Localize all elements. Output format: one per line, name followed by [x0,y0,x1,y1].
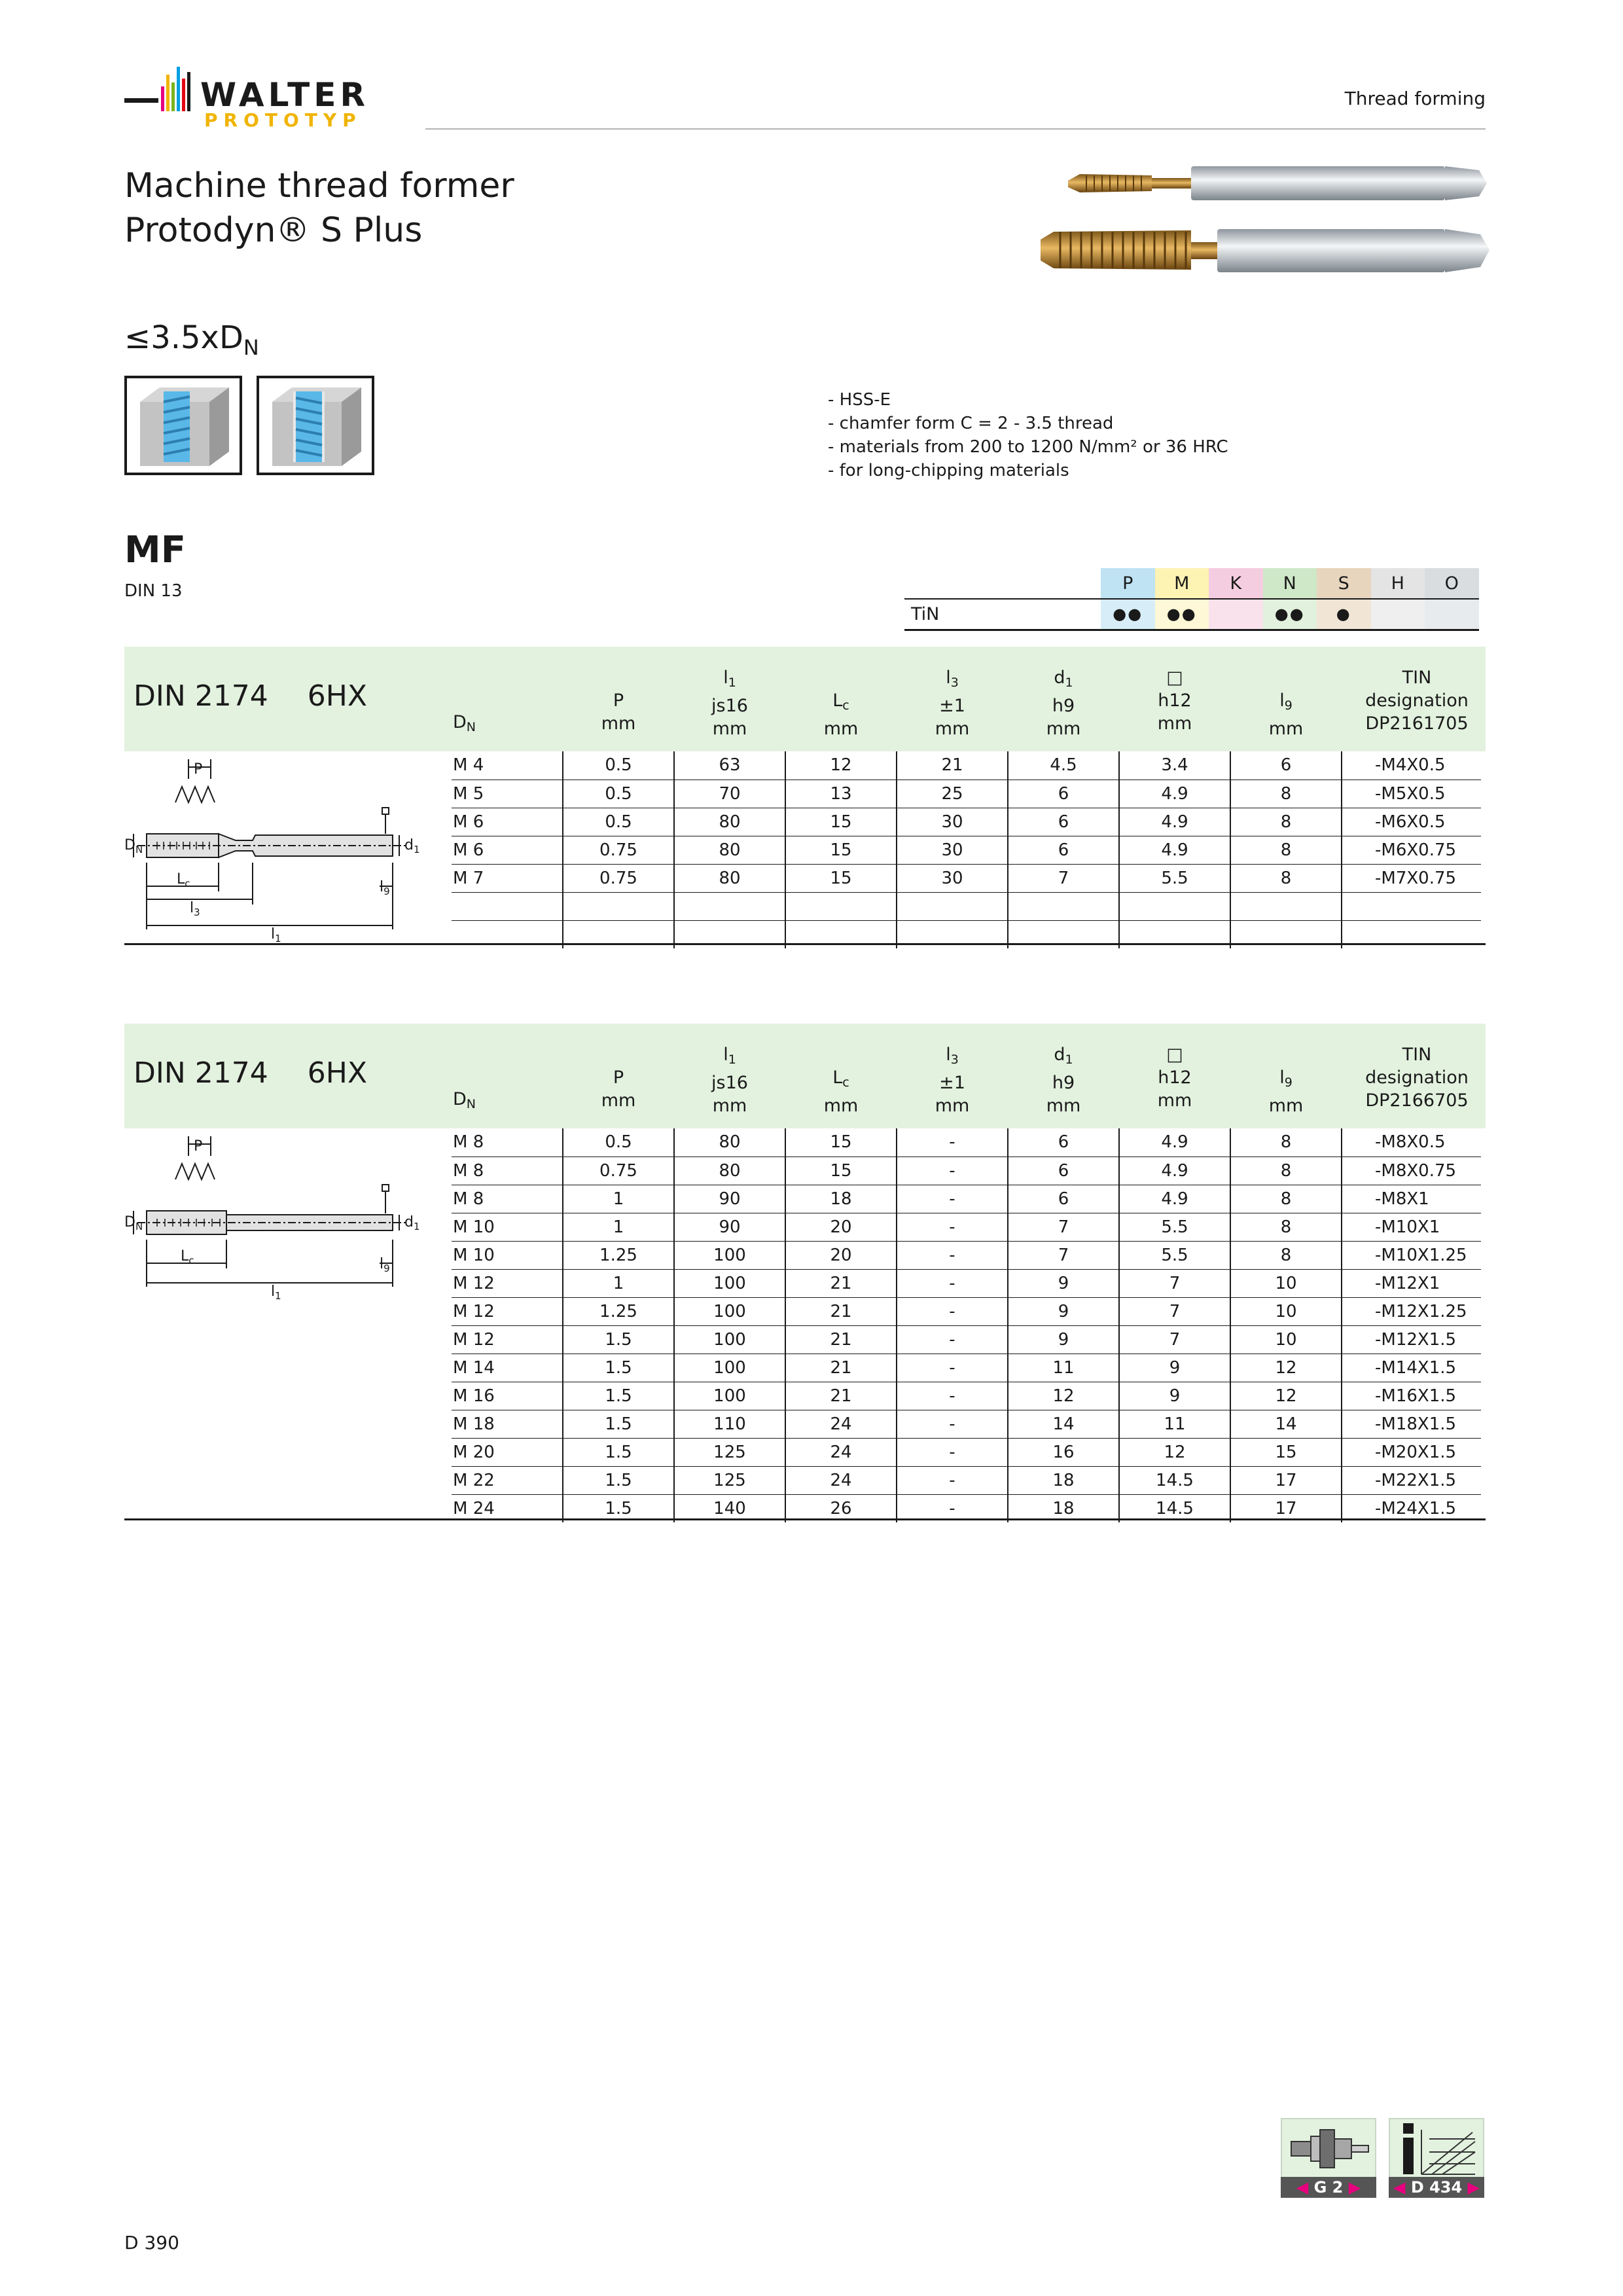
table-row [452,1297,1481,1325]
material-group-k: K [1209,568,1263,599]
table-cell: 12 [1008,1382,1119,1410]
table-cell [785,892,897,920]
table-cell: 14.5 [1119,1494,1230,1522]
material-group-m: M [1155,568,1209,599]
table-cell: 4.9 [1119,780,1230,808]
table-cell: - [897,1325,1008,1354]
svg-text:l1: $l_1$ [271,1283,281,1300]
table-cell: 110 [674,1410,785,1438]
table-row [452,1213,1481,1241]
col-square-header: □ h12 mm [1157,1045,1192,1111]
col-d1-header: $d_1$ h9 mm [1046,1045,1081,1116]
table-cell: 24 [785,1438,897,1466]
col-d1-header: $d_1$ h9 mm [1046,668,1081,739]
col-l1-header: $l_1$ js16 mm [711,668,748,739]
table2-bottom-rule [124,1518,1486,1520]
table-cell: 140 [674,1494,785,1522]
table-cell: 8 [1230,1128,1342,1157]
table-row [452,1157,1481,1185]
material-group-h: H [1371,568,1425,599]
col-designation-header: TIN designation DP2161705 [1365,668,1469,734]
cell-dn: M 12 [452,1297,563,1325]
col-l9-header: $l_9$ mm [1268,691,1304,739]
table-cell: 1.25 [563,1297,674,1325]
table-cell: 100 [674,1382,785,1410]
feature-list [828,388,1228,482]
table-cell: 8 [1230,808,1342,836]
table-cell: 21 [897,751,1008,780]
material-group-p: P [1101,568,1155,599]
table-row [452,1354,1481,1382]
table-cell: 8 [1230,780,1342,808]
material-matrix [904,568,1479,631]
col-designation-header: TIN designation DP2166705 [1365,1045,1469,1111]
table-cell: 90 [674,1213,785,1241]
table-cell: 21 [785,1325,897,1354]
table-row [452,892,1481,920]
table-cell: 0.5 [563,808,674,836]
cell-designation: -M6X0.5 [1342,808,1481,836]
table-cell: 15 [785,1128,897,1157]
cell-designation: -M24X1.5 [1342,1494,1481,1522]
table-cell: - [897,1382,1008,1410]
cell-dn: M 8 [452,1185,563,1213]
cell-designation: -M20X1.5 [1342,1438,1481,1466]
cell-dn: M 14 [452,1354,563,1382]
table-cell: 1.5 [563,1354,674,1382]
cell-designation: -M12X1.25 [1342,1297,1481,1325]
table-cell: 1.5 [563,1410,674,1438]
cell-designation: -M10X1 [1342,1213,1481,1241]
rating-s: ● [1317,599,1371,630]
table-cell: 1.5 [563,1382,674,1410]
table-cell: 90 [674,1185,785,1213]
tap-drawing-1 [124,753,445,942]
cell-dn: M 8 [452,1128,563,1157]
cell-dn: M 6 [452,836,563,864]
table-row [452,1269,1481,1297]
table-cell: 9 [1119,1382,1230,1410]
table-cell: 7 [1119,1325,1230,1354]
table-cell: 9 [1008,1325,1119,1354]
table-cell: 10 [1230,1297,1342,1325]
svg-text:DN: $D_N$ [124,837,143,855]
col-lc-header: $L_c$ mm [823,691,859,739]
table-cell: 0.75 [563,836,674,864]
table-cell: 1.5 [563,1325,674,1354]
table-cell: 15 [785,1157,897,1185]
table-cell: 0.5 [563,751,674,780]
thread-type: MF [124,529,186,571]
title-line-2: Protodyn® S Plus [124,211,423,250]
table-cell: - [897,1128,1008,1157]
table2-body [452,1128,1481,1522]
reference-tag-g2[interactable]: ◀ G 2 ▶ [1281,2177,1376,2198]
table-cell: 26 [785,1494,897,1522]
table-row [452,1128,1481,1157]
page-number: D 390 [124,2232,179,2253]
col-dn-header: $D_N$ [453,712,476,734]
title-line-1: Machine thread former [124,166,514,206]
table-cell: 12 [1230,1354,1342,1382]
material-group-s: S [1317,568,1371,599]
table-cell: 1 [563,1213,674,1241]
header-divider [425,128,1486,130]
table-cell: 30 [897,864,1008,892]
table-cell: 12 [1230,1382,1342,1410]
table-cell: 4.9 [1119,808,1230,836]
cell-designation: -M12X1 [1342,1269,1481,1297]
table-cell: 8 [1230,1241,1342,1269]
table2-title: DIN 2174 6HX [134,1056,367,1090]
table-cell: 80 [674,1128,785,1157]
cell-dn: M 4 [452,751,563,780]
table-cell: 15 [785,808,897,836]
cell-dn: M 10 [452,1241,563,1269]
col-p-header: P mm [601,691,636,734]
table-cell: 7 [1119,1269,1230,1297]
feature-item: - chamfer form C = 2 - 3.5 thread [828,414,1114,433]
table-cell: - [897,1466,1008,1494]
table-cell: 20 [785,1241,897,1269]
walter-logo [124,60,399,132]
table-row [452,1185,1481,1213]
table-cell: 4.5 [1008,751,1119,780]
table-cell: 17 [1230,1494,1342,1522]
cell-designation: -M12X1.5 [1342,1325,1481,1354]
material-group-n: N [1263,568,1317,599]
table-cell: 9 [1119,1354,1230,1382]
table-cell: 30 [897,836,1008,864]
table-cell: 0.5 [563,780,674,808]
reference-tag-d434[interactable]: ◀ D 434 ▶ [1389,2177,1484,2198]
table-cell: 4.9 [1119,1128,1230,1157]
cell-dn: M 5 [452,780,563,808]
svg-text:d1: $d_1$ [404,837,420,855]
cell-dn [452,892,563,920]
table-row [452,1382,1481,1410]
rating-p: ●● [1101,599,1155,630]
rating-m: ●● [1155,599,1209,630]
table-cell: 8 [1230,1185,1342,1213]
table1-title: DIN 2174 6HX [134,679,367,713]
table-cell: 8 [1230,1213,1342,1241]
table-cell: 5.5 [1119,864,1230,892]
table-cell: 10 [1230,1325,1342,1354]
table-cell: 21 [785,1382,897,1410]
table-cell: 15 [785,864,897,892]
cell-designation: -M4X0.5 [1342,751,1481,780]
table-cell: 8 [1230,1157,1342,1185]
table-cell: 9 [1008,1269,1119,1297]
table-cell: 6 [1230,751,1342,780]
table-cell: 80 [674,864,785,892]
table-row [452,751,1481,780]
table-cell: 15 [1230,1438,1342,1466]
table-cell: 100 [674,1354,785,1382]
table-cell: 20 [785,1213,897,1241]
table-cell [1230,892,1342,920]
cell-dn: M 24 [453,1498,495,1518]
cell-designation: -M6X0.75 [1342,836,1481,864]
table-cell: - [897,1269,1008,1297]
table-cell: - [897,1410,1008,1438]
table-cell: 25 [897,780,1008,808]
table-row [452,1241,1481,1269]
table-cell: 7 [1008,864,1119,892]
col-l9-header: $l_9$ mm [1268,1067,1304,1116]
table-cell: 30 [897,808,1008,836]
table-cell: - [897,1157,1008,1185]
table-cell [674,892,785,920]
table-cell: 100 [674,1297,785,1325]
table-row [452,780,1481,808]
table-cell: 21 [785,1354,897,1382]
table-cell: 11 [1008,1354,1119,1382]
table-cell: 1 [563,1185,674,1213]
svg-text:l9: $l_9$ [380,879,390,897]
table-cell: 24 [785,1466,897,1494]
col-l3-header: $l_3$ ±1 mm [935,668,970,739]
svg-text:l1: $l_1$ [271,926,281,942]
table-cell: 14.5 [1119,1466,1230,1494]
table-row [452,1438,1481,1466]
table-cell: 4.9 [1119,1157,1230,1185]
col-l3-header: $l_3$ ±1 mm [935,1045,970,1116]
cell-designation: -M10X1.25 [1342,1241,1481,1269]
svg-text:l3: $l_3$ [190,900,200,918]
feature-item: - for long-chipping materials [828,461,1069,480]
cell-dn: M 18 [452,1410,563,1438]
cell-dn: M 12 [452,1325,563,1354]
rating-h [1371,599,1425,630]
table-cell: 14 [1008,1410,1119,1438]
section-label: Thread forming [1344,88,1486,109]
table-cell: 18 [1008,1466,1119,1494]
cell-dn: M 7 [452,864,563,892]
table-cell: - [897,1213,1008,1241]
depth-rating: $\le 3.5xD_N$ [124,319,259,360]
cell-designation: -M22X1.5 [1342,1466,1481,1494]
table-cell: 80 [674,1157,785,1185]
page-title [124,164,514,253]
table-cell: 1.5 [563,1466,674,1494]
table-cell: 7 [1119,1297,1230,1325]
col-l1-header: $l_1$ js16 mm [711,1045,748,1116]
logo-subbrand: PROTOTYP [204,109,362,131]
table-cell: 80 [674,836,785,864]
cell-designation [1342,892,1481,920]
table-cell: 1.5 [563,1494,674,1522]
svg-text:d1: $d_1$ [404,1214,420,1232]
product-photo [1034,151,1492,308]
table1-body [452,751,1481,948]
tap-drawing-2 [124,1130,445,1300]
table-cell: 11 [1119,1410,1230,1438]
svg-text:l9: $l_9$ [380,1256,390,1274]
table-cell: 6 [1008,1185,1119,1213]
table-cell: 70 [674,780,785,808]
table-cell: 0.75 [563,864,674,892]
table-cell: 4.9 [1119,1185,1230,1213]
table-cell: 1.25 [563,1241,674,1269]
cell-dn: M 6 [452,808,563,836]
table-cell: 10 [1230,1269,1342,1297]
cell-designation: -M8X0.5 [1342,1128,1481,1157]
table-cell [563,892,674,920]
table-cell: 12 [785,751,897,780]
table-cell: 24 [785,1410,897,1438]
cell-dn: M 16 [452,1382,563,1410]
cell-dn: M 20 [452,1438,563,1466]
table-cell: 80 [674,808,785,836]
table-cell: 14 [1230,1410,1342,1438]
table-cell: - [897,1185,1008,1213]
cell-dn: M 22 [452,1466,563,1494]
table-cell: 100 [674,1269,785,1297]
table-row [452,836,1481,864]
rating-k [1209,599,1263,630]
table-row [452,1410,1481,1438]
table-cell: 63 [674,751,785,780]
label-p: P [194,761,203,778]
cell-designation: -M8X0.75 [1342,1157,1481,1185]
cell-designation: -M7X0.75 [1342,864,1481,892]
table-cell: 1 [563,1269,674,1297]
table-cell: 21 [785,1269,897,1297]
table-cell: 6 [1008,1128,1119,1157]
table-cell: 17 [1230,1466,1342,1494]
table-cell: 18 [785,1185,897,1213]
cell-designation: -M14X1.5 [1342,1354,1481,1382]
cell-dn: M 10 [452,1213,563,1241]
cell-dn: M 12 [452,1269,563,1297]
table-cell: 6 [1008,780,1119,808]
table-cell: 0.75 [563,1157,674,1185]
rating-o [1425,599,1479,630]
table-cell: - [897,1438,1008,1466]
table-cell: 7 [1008,1241,1119,1269]
table2-header [124,1024,1486,1128]
table-cell: 7 [1008,1213,1119,1241]
table-cell: 0.5 [563,1128,674,1157]
through-hole-icon [124,376,242,475]
svg-text:P: P [194,1138,203,1155]
table-cell: - [897,1241,1008,1269]
table-row [452,1325,1481,1354]
svg-text:DN: $D_N$ [124,1214,143,1232]
col-lc-header: $L_c$ mm [823,1067,859,1116]
col-dn-header: $D_N$ [453,1089,476,1111]
thread-standard: DIN 13 [124,581,183,601]
table-cell: 16 [1008,1438,1119,1466]
table-cell: 12 [1119,1438,1230,1466]
cell-designation: -M8X1 [1342,1185,1481,1213]
table-cell: 6 [1008,836,1119,864]
cell-designation: -M18X1.5 [1342,1410,1481,1438]
blind-hole-icon [257,376,374,475]
table-cell: 6 [1008,1157,1119,1185]
feature-item: - materials from 200 to 1200 N/mm² or 36 HRC [828,437,1228,457]
table-cell: 100 [674,1325,785,1354]
table-cell: 5.5 [1119,1213,1230,1241]
table-cell: - [897,1494,1008,1522]
table-cell: 6 [1008,808,1119,836]
table-cell [1119,892,1230,920]
table1-bottom-rule [124,943,1486,945]
svg-text:Lc: $L_c$ [181,1248,194,1266]
table-cell: 5.5 [1119,1241,1230,1269]
logo-wordmark: WALTER [200,76,369,114]
feature-item: - HSS-E [828,390,891,410]
col-p-header: P mm [601,1067,636,1111]
cell-designation: -M16X1.5 [1342,1382,1481,1410]
table-cell: 21 [785,1297,897,1325]
table-cell: 100 [674,1241,785,1269]
table-cell: 125 [674,1438,785,1466]
table-cell: 15 [785,836,897,864]
table-row [452,864,1481,892]
table-row [452,808,1481,836]
table-cell: 9 [1008,1297,1119,1325]
table-cell: 18 [1008,1494,1119,1522]
table-cell: 8 [1230,864,1342,892]
cell-designation: -M5X0.5 [1342,780,1481,808]
svg-text:Lc: $L_c$ [177,871,190,889]
table-cell: - [897,1354,1008,1382]
table-cell [897,892,1008,920]
table-cell: 1.5 [563,1438,674,1466]
material-group-o: O [1425,568,1479,599]
cell-dn: M 8 [452,1157,563,1185]
table-cell: 13 [785,780,897,808]
col-square-header: □ h12 mm [1157,668,1192,734]
table-cell: 8 [1230,836,1342,864]
table1-header [124,647,1486,751]
table-cell: 4.9 [1119,836,1230,864]
table-cell: 3.4 [1119,751,1230,780]
rating-n: ●● [1263,599,1317,630]
table-cell [1008,892,1119,920]
logo-bars-icon [124,60,196,126]
table-cell: 125 [674,1466,785,1494]
table-cell: - [897,1297,1008,1325]
coating-label: TiN [904,599,1101,630]
table-row [452,1466,1481,1494]
